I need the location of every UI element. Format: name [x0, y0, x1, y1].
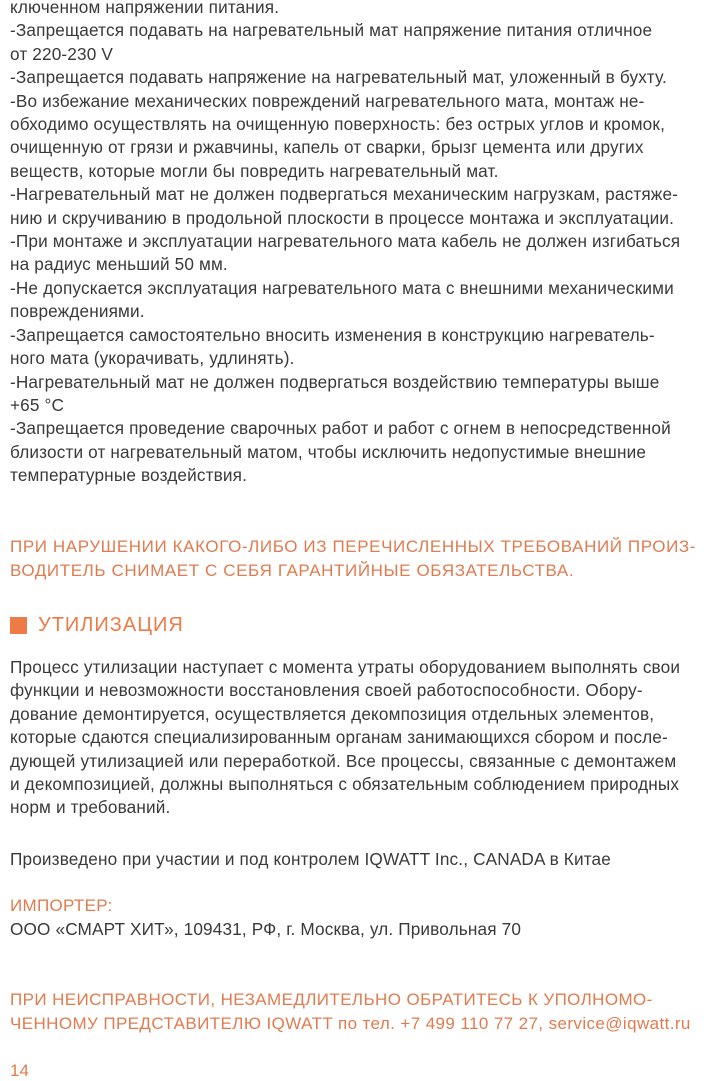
- text-line: Процесс утилизации наступает с момента утраты оборудованием выполнять свои: [10, 657, 681, 677]
- section-heading: [10, 614, 184, 636]
- text-line: -Запрещается подавать на нагревательный мат напряжение питания отличное: [10, 20, 653, 41]
- text-line: веществ, которые могли бы повредить нагревательный мат.: [10, 160, 499, 181]
- text-line: температурные воздействия.: [10, 465, 248, 486]
- text-line: дование демонтируется, осуществляется декомпозиция отдельных элементов,: [10, 703, 655, 724]
- text-line: -Во избежание механических повреждений нагревательного мата, монтаж не-: [10, 90, 645, 111]
- warning-line: ВОДИТЕЛЬ СНИМАЕТ С СЕБЯ ГАРАНТИЙНЫЕ ОБЯЗАТЕЛЬСТВА.: [10, 561, 575, 580]
- text-line: обходимо осуществлять на очищенную поверхность: без острых углов и кромок,: [10, 114, 665, 135]
- notice-line: ЧЕННОМУ ПРЕДСТАВИТЕЛЮ IQWATT по тел. +7 499 110 77 27, service@iqwatt.ru: [10, 1014, 691, 1033]
- notice-line: ПРИ НЕИСПРАВНОСТИ, НЕЗАМЕДЛИТЕЛЬНО ОБРАТИТЕСЬ К УПОЛНОМО-: [10, 990, 653, 1009]
- text-line: нию и скручиванию в продольной плоскости в процессе монтажа и эксплуатации.: [10, 207, 675, 228]
- warranty-warning: [10, 535, 712, 583]
- importer-address: [10, 918, 712, 941]
- section-title: УТИЛИЗАЦИЯ: [38, 614, 184, 636]
- importer-label: ИМПОРТЕР:: [10, 896, 113, 915]
- text-line: на радиус меньший 50 мм.: [10, 254, 228, 275]
- text-line: Произведено при участии и под контролем IQWATT Inc., CANADA в Китае: [10, 849, 611, 869]
- text-line: очищенную от грязи и ржавчины, капель от сварки, брызг цемента или других: [10, 137, 644, 158]
- text-line: -При монтаже и эксплуатации нагревательного мата кабель не должен изгибаться: [10, 231, 681, 252]
- text-line: -Не допускается эксплуатация нагревательного мата с внешними механическими: [10, 277, 674, 298]
- text-line: от 220-230 V: [10, 43, 113, 64]
- text-line: ООО «СМАРТ ХИТ», 109431, РФ, г. Москва, ул. Привольная 70: [10, 919, 522, 939]
- text-line: норм и требований.: [10, 797, 171, 818]
- text-line: близости от нагревательный матом, чтобы исключить недопустимые внешние: [10, 441, 647, 462]
- text-line: -Запрещается проведение сварочных работ и работ с огнем в непосредственной: [10, 418, 671, 439]
- text-line: +65 °С: [10, 394, 65, 415]
- text-line: -Нагревательный мат не должен подвергаться механическим нагрузкам, растяже-: [10, 184, 679, 205]
- manufacturer-note: [10, 848, 712, 871]
- text-line: дующей утилизацией или переработкой. Все процессы, связанные с демонтажем: [10, 750, 677, 771]
- text-line: ного мата (укорачивать, удлинять).: [10, 348, 295, 369]
- text-line: ключенном напряжении питания.: [10, 0, 280, 17]
- text-line: -Запрещается подавать напряжение на нагревательный мат, уложенный в бухту.: [10, 67, 667, 88]
- page-number: 14: [10, 1061, 29, 1080]
- utilization-paragraph: [10, 656, 712, 820]
- service-notice: [10, 988, 712, 1036]
- text-line: повреждениями.: [10, 301, 145, 322]
- text-line: которые сдаются специализированным органам занимающихся сбором и после-: [10, 727, 668, 748]
- text-line: и декомпозицией, должны выполняться с обязательным соблюдением природных: [10, 774, 680, 795]
- text-line: -Нагревательный мат не должен подвергаться воздействию температуры выше: [10, 371, 660, 392]
- prohibitions-list: [10, 0, 712, 488]
- section-marker-icon: [10, 617, 27, 634]
- text-line: функции и невозможности восстановления своей работоспособности. Обору-: [10, 680, 643, 701]
- text-line: -Запрещается самостоятельно вносить изменения в конструкцию нагреватель-: [10, 324, 655, 345]
- warning-line: ПРИ НАРУШЕНИИ КАКОГО-ЛИБО ИЗ ПЕРЕЧИСЛЕННЫХ ТРЕБОВАНИЙ ПРОИЗ-: [10, 537, 697, 556]
